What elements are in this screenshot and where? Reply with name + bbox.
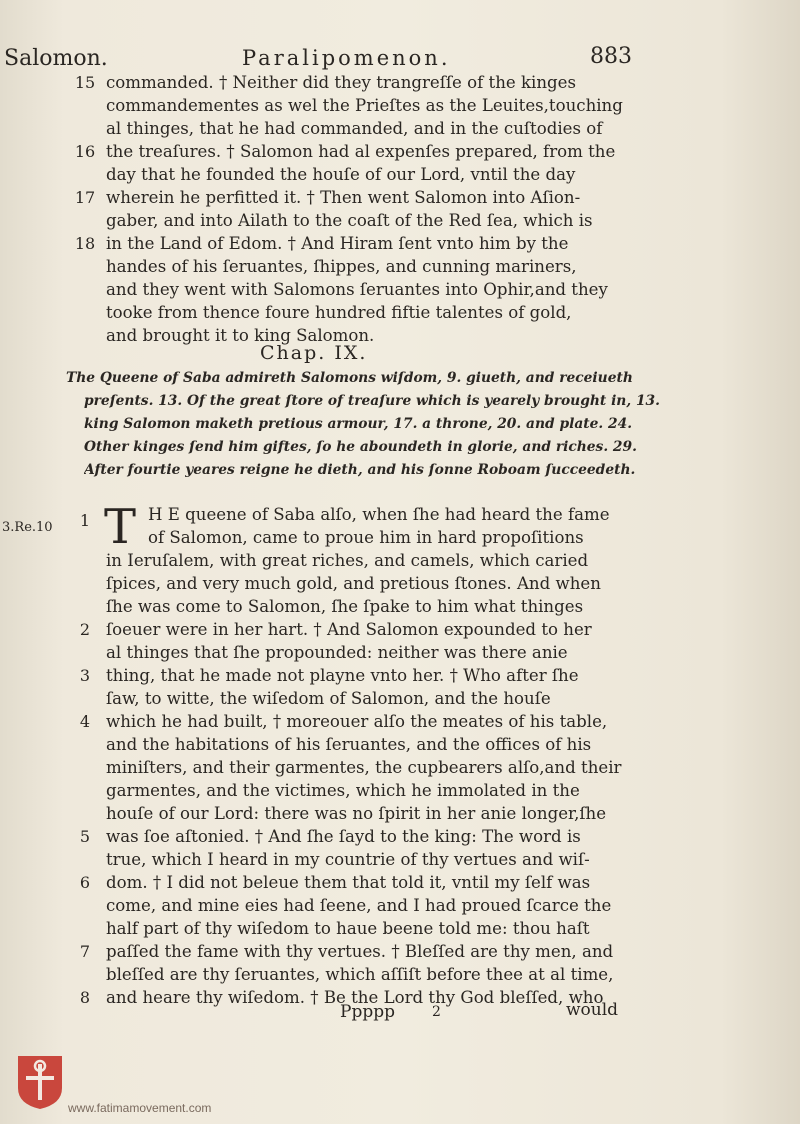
- text-line: al thinges, that he had commanded, and in the cuſtodies of: [106, 119, 603, 138]
- text-line: which he had built, † moreouer alſo the meates of his table,: [106, 712, 608, 731]
- text-line: and brought it to king Salomon.: [106, 326, 375, 345]
- verse-number: [74, 95, 96, 117]
- verse-number: [74, 279, 96, 301]
- text-line: paſſed the fame with thy vertues. † Bleſſed are thy men, and: [106, 942, 614, 961]
- text-line: true, which I heard in my countrie of thy vertues and wiſ-: [106, 850, 590, 869]
- verse-number: 8: [79, 988, 91, 1007]
- text-line: miniſters, and their garmentes, the cupbearers alſo,and their: [106, 758, 622, 777]
- text-line: was ſoe aſtonied. † And ſhe ſayd to the king: The word is: [106, 827, 581, 846]
- page-header: [0, 40, 800, 70]
- text-line: dom. † I did not beleue them that told it, vntil my ſelf was: [106, 873, 591, 892]
- text-line: thing, that he made not playne vnto her. † Who after ſhe: [106, 666, 579, 685]
- text-line: ſoeuer were in her hart. † And Salomon expounded to her: [106, 620, 592, 639]
- verse-number: 17: [74, 188, 96, 207]
- verse-number: 4: [79, 712, 91, 731]
- text-line: in Ieruſalem, with great riches, and camels, which caried: [106, 551, 589, 570]
- verse-number: 3: [79, 666, 91, 685]
- text-line: al thinges that ſhe propounded: neither was there anie: [106, 643, 568, 662]
- text-line: tooke from thence foure hundred fiftie talentes of gold,: [106, 303, 572, 322]
- drop-cap: T: [104, 499, 137, 555]
- text-line: come, and mine eies had ſeene, and I had proued ſcarce the: [106, 896, 612, 915]
- verse-number: [74, 210, 96, 232]
- text-line: commanded. † Neither did they trangreſſe of the kinges: [106, 73, 576, 92]
- text-line: and they went with Salomons ſeruantes into Ophir,and they: [106, 280, 608, 299]
- margin-reference: 3.Re.10: [2, 520, 53, 535]
- verse-number: 1: [79, 511, 91, 530]
- verse-number: 16: [74, 142, 96, 161]
- text-line: houſe of our Lord: there was no ſpirit in her anie longer,ſhe: [106, 804, 607, 823]
- running-head-left: Salomon.: [4, 46, 108, 71]
- verse-number: [74, 325, 96, 347]
- text-line: commandementes as wel the Prieſtes as the Leuites,touching: [106, 96, 623, 115]
- summary-line: After fourtie yeares reigne he dieth, and his ſonne Roboam ſucceedeth.: [84, 462, 636, 478]
- text-line: garmentes, and the victimes, which he immolated in the: [106, 781, 580, 800]
- fatima-movement-logo-icon: [14, 1054, 66, 1110]
- text-line: and the habitations of his ſeruantes, and the offices of his: [106, 735, 592, 754]
- watermark-link[interactable]: www.fatimamovement.com: [68, 1101, 212, 1115]
- text-line: the treaſures. † Salomon had al expenſes prepared, from the: [106, 142, 616, 161]
- verse-number: [74, 164, 96, 186]
- text-line: day that he founded the houſe of our Lord, vntil the day: [106, 165, 576, 184]
- text-line: and heare thy wiſedom. † Be the Lord thy God bleſſed, who: [106, 988, 604, 1007]
- text-line: handes of his ſeruantes, ſhippes, and cunning mariners,: [106, 257, 577, 276]
- summary-line: Other kinges ſend him giftes, ſo he aboundeth in glorie, and riches. 29.: [84, 439, 637, 455]
- verse-number: 6: [79, 873, 91, 892]
- verse-number: 18: [74, 234, 96, 253]
- catchword: would: [566, 1000, 619, 1020]
- summary-line: preſents. 13. Of the great ſtore of treaſure which is yearely brought in, 13.: [84, 393, 660, 409]
- text-line: ſhe was come to Salomon, ſhe ſpake to him what thinges: [106, 597, 584, 616]
- verse-number: 5: [79, 827, 91, 846]
- signature-number: 2: [432, 1004, 441, 1020]
- summary-line: king Salomon maketh pretious armour, 17. a throne, 20. and plate. 24.: [84, 416, 633, 432]
- summary-line: The Queene of Saba admireth Salomons wiſdom, 9. giueth, and receiueth: [66, 370, 633, 386]
- text-line: bleſſed are thy ſeruantes, which aſſiſt before thee at al time,: [106, 965, 614, 984]
- text-line: in the Land of Edom. † And Hiram ſent vnto him by the: [106, 234, 569, 253]
- verse-number: [74, 256, 96, 278]
- text-line: of Salomon, came to proue him in hard propoſitions: [148, 528, 584, 547]
- running-title: Paralipomenon.: [242, 46, 451, 70]
- text-line: H E queene of Saba alſo, when ſhe had heard the fame: [148, 505, 610, 524]
- text-line: ſaw, to witte, the wiſedom of Salomon, and the houſe: [106, 689, 551, 708]
- verse-number: 2: [79, 620, 91, 639]
- verse-number: [74, 302, 96, 324]
- verse-number: 15: [74, 73, 96, 92]
- chapter-heading: Chap. IX.: [260, 342, 368, 364]
- text-line: half part of thy wiſedom to haue beene told me: thou haſt: [106, 919, 590, 938]
- folio-number: 883: [590, 44, 632, 69]
- verse-number: [74, 118, 96, 140]
- text-line: ſpices, and very much gold, and pretious ſtones. And when: [106, 574, 601, 593]
- verse-number: 7: [79, 942, 91, 961]
- text-line: wherein he perfitted it. † Then went Salomon into Aſion-: [106, 188, 581, 207]
- signature-mark: Ppppp: [340, 1002, 395, 1022]
- text-line: gaber, and into Ailath to the coaſt of the Red ſea, which is: [106, 211, 593, 230]
